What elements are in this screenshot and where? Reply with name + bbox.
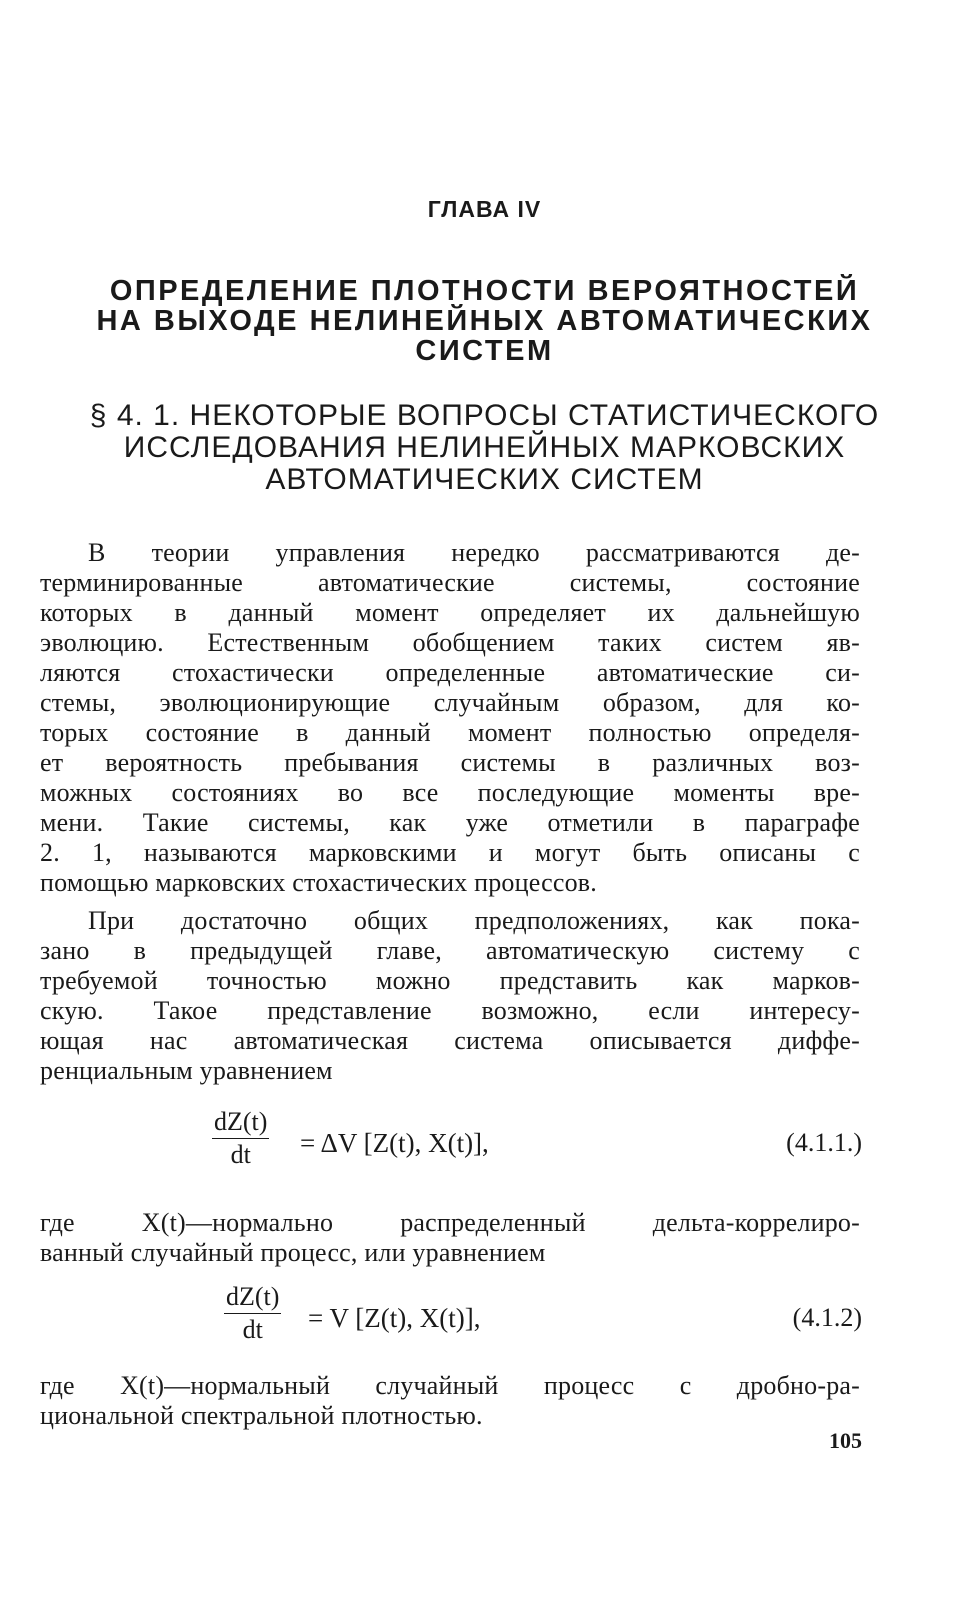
equation-4-1-2 [0,1283,969,1353]
fraction-numerator: dZ(t) [212,1108,269,1139]
text-line: где X(t)—нормально распределенный дельта-коррелиро- [40,1208,860,1237]
equation-fraction [224,1283,281,1344]
text-line: 2. 1, называются марковскими и могут быть описаны с [40,838,860,867]
text-line: ренциальным уравнением [40,1056,333,1085]
section-heading-line: АВТОМАТИЧЕСКИХ СИСТЕМ [265,463,704,496]
equation-rhs: = ΔV [Z(t), X(t)], [300,1128,489,1158]
equation-fraction [212,1108,269,1169]
text-line: помощью марковских стохастических процессов. [40,868,597,897]
text-line: эволюцию. Естественным обобщением таких систем яв- [40,628,860,657]
section-heading-line: § 4. 1. НЕКОТОРЫЕ ВОПРОСЫ СТАТИСТИЧЕСКОГО [89,399,880,432]
section-heading-line: ИССЛЕДОВАНИЯ НЕЛИНЕЙНЫХ МАРКОВСКИХ [123,431,846,464]
section-heading [40,400,929,496]
text-line: ющая нас автоматическая система описывается диффе- [40,1026,860,1055]
chapter-title [40,276,929,366]
text-line: где X(t)—нормальный случайный процесс с дробно-ра- [40,1371,860,1400]
equation-number: (4.1.2) [792,1303,862,1332]
equation-rhs: = V [Z(t), X(t)], [308,1303,481,1333]
text-line: зано в предыдущей главе, автоматическую систему с [40,936,860,965]
text-line: мени. Такие системы, как уже отметили в параграфе [40,808,860,837]
text-line: В теории управления нередко рассматриваются де- [88,538,860,567]
text-line: При достаточно общих предположениях, как пока- [88,906,860,935]
text-line: скую. Такое представление возможно, если интересу- [40,996,860,1025]
text-line: стемы, эволюционирующие случайным образом, для ко- [40,688,860,717]
equation-number: (4.1.1.) [786,1128,862,1157]
text-line: ляются стохастически определенные автоматические си- [40,658,860,687]
text-line: терминированные автоматические системы, состояние [40,568,860,597]
fraction-denominator: dt [242,1315,263,1344]
text-line: которых в данный момент определяет их дальнейшую [40,598,860,627]
page-number: 105 [829,1428,862,1453]
text-line: циональной спектральной плотностью. [40,1401,483,1430]
text-line: торых состояние в данный момент полностью определя- [40,718,860,747]
chapter-title-line: ОПРЕДЕЛЕНИЕ ПЛОТНОСТИ ВЕРОЯТНОСТЕЙ [109,275,860,307]
text-line: требуемой точностью можно представить как марков- [40,966,860,995]
text-line: ванный случайный процесс, или уравнением [40,1238,546,1267]
equation-4-1-1 [0,1108,969,1178]
fraction-numerator: dZ(t) [224,1283,281,1314]
chapter-title-line: СИСТЕМ [415,335,554,367]
chapter-heading: ГЛАВА IV [427,196,542,222]
text-line: ет вероятность пребывания системы в различных воз- [40,748,860,777]
fraction-denominator: dt [230,1140,251,1169]
text-line: можных состояниях во все последующие моменты вре- [40,778,860,807]
chapter-title-line: НА ВЫХОДЕ НЕЛИНЕЙНЫХ АВТОМАТИЧЕСКИХ [96,305,873,337]
